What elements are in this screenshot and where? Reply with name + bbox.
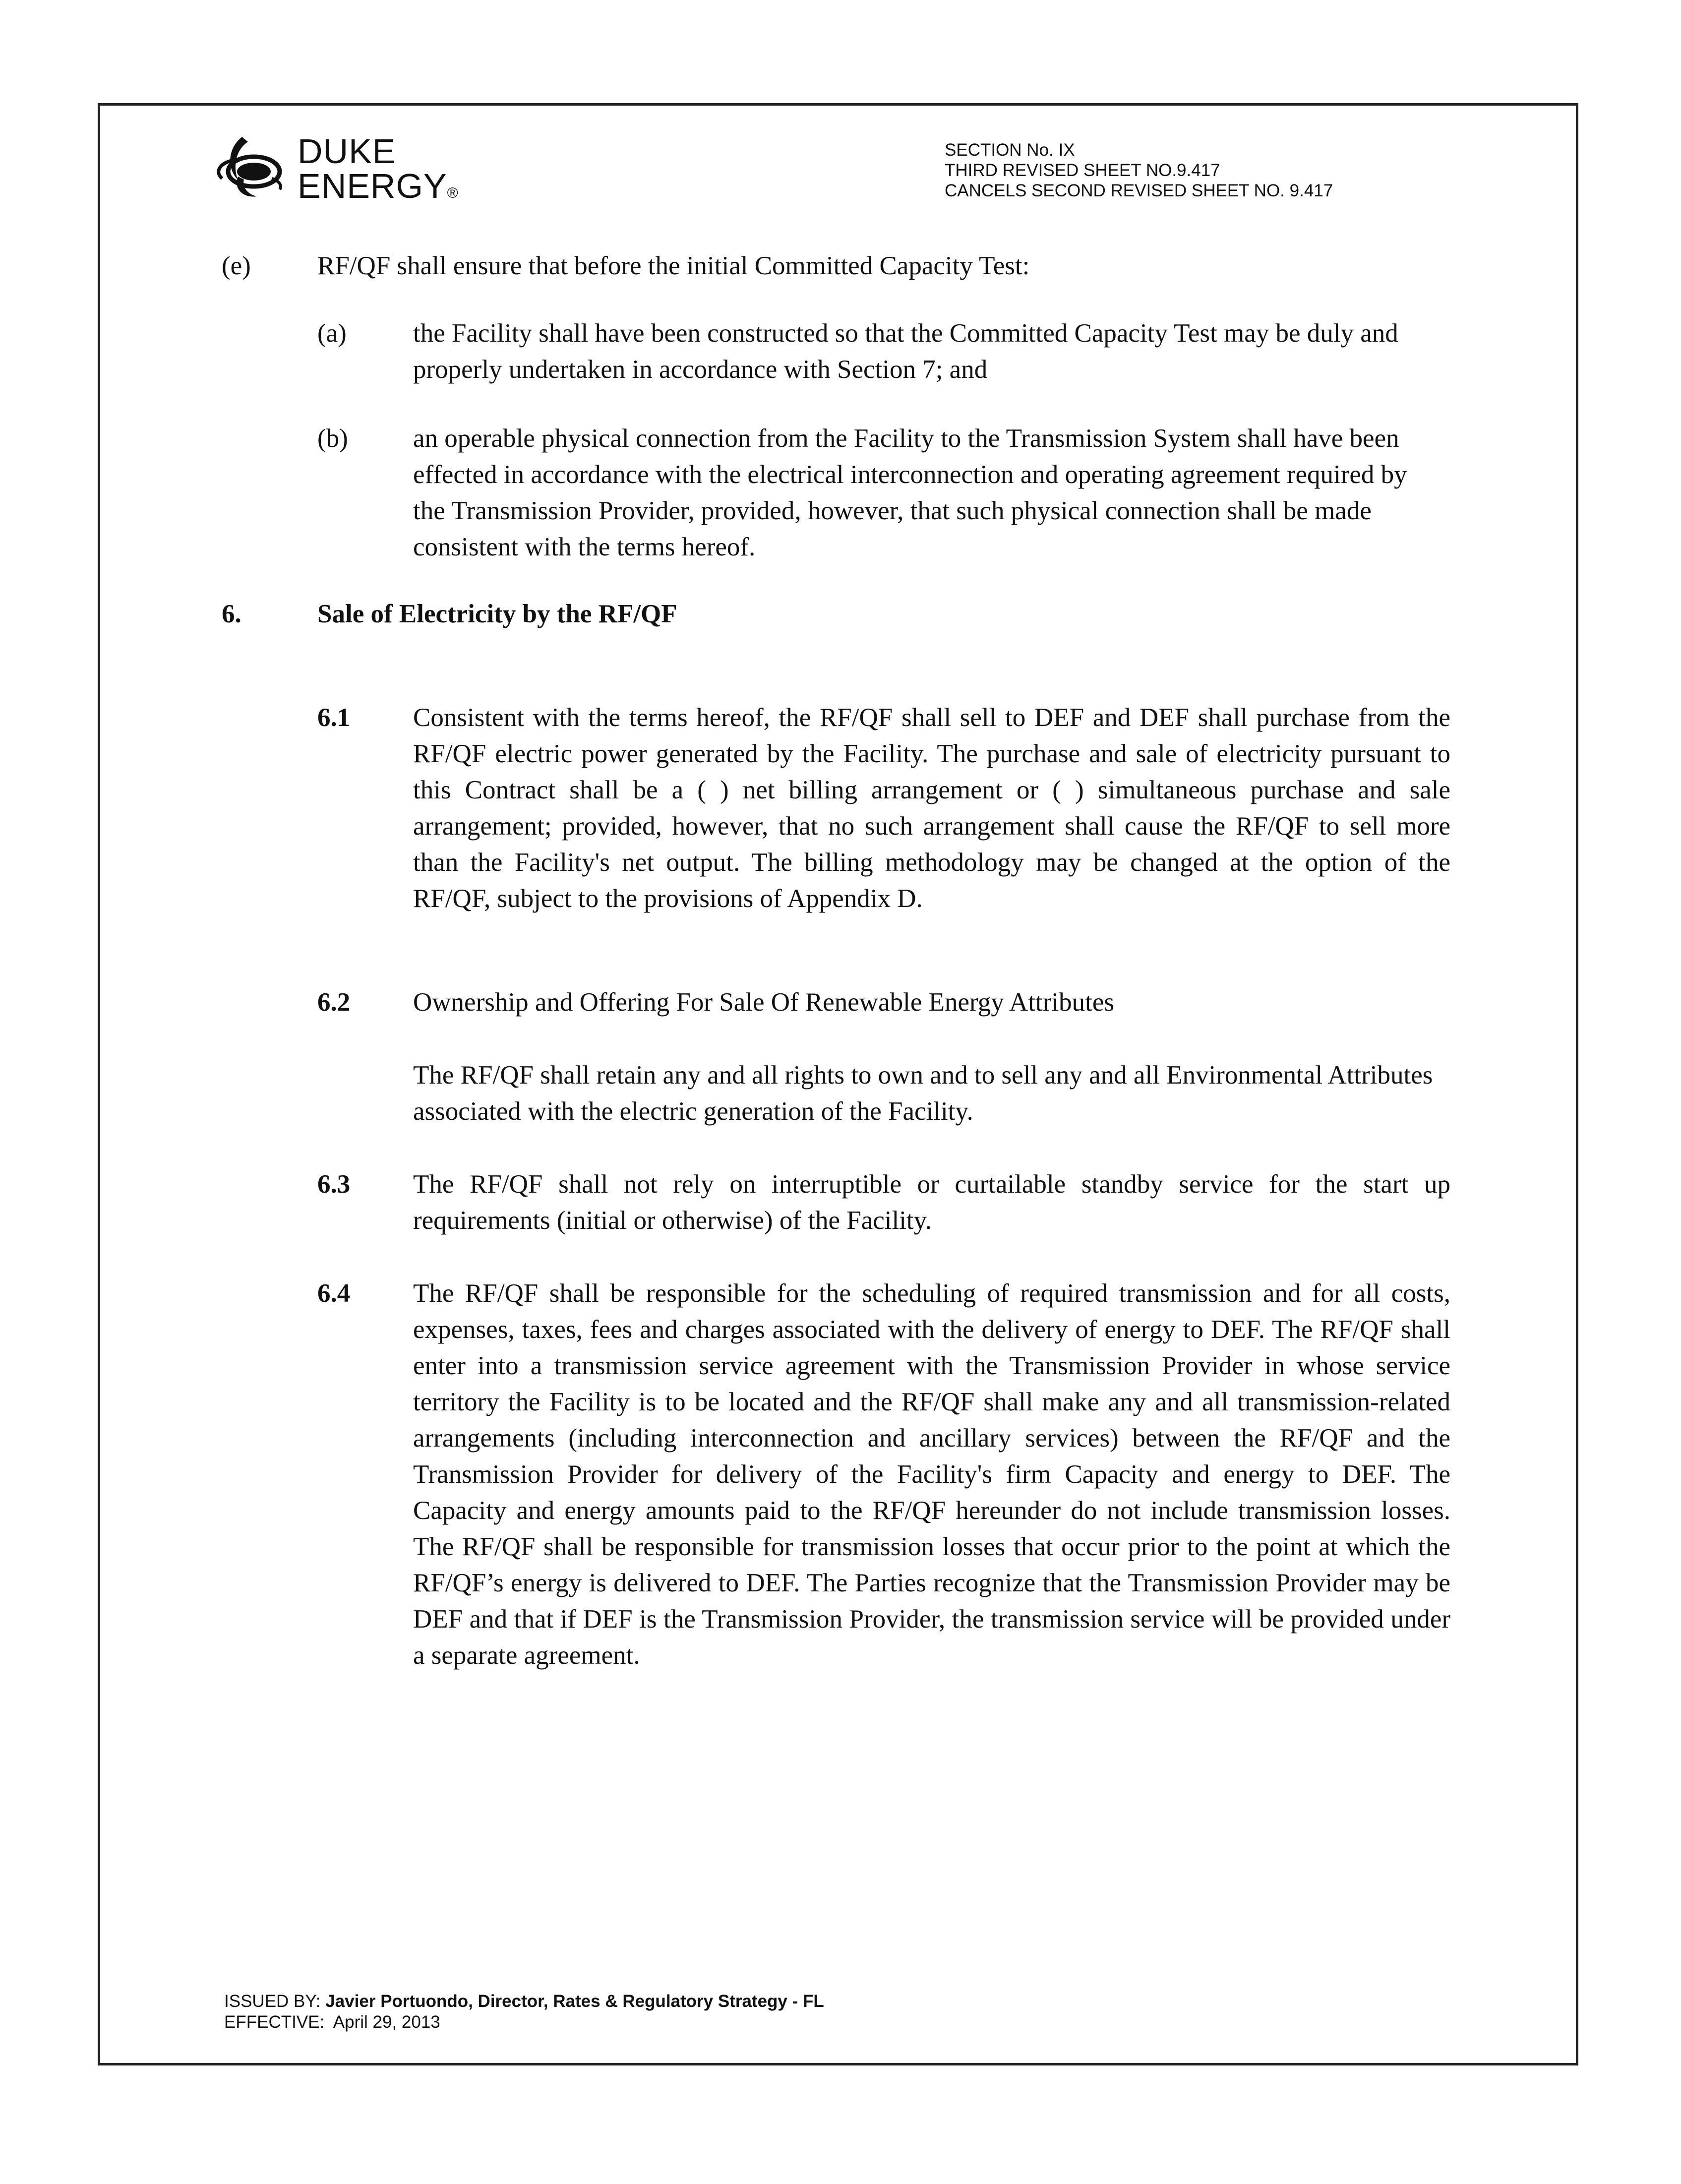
sheet-header bbox=[945, 140, 1333, 201]
effective-label: EFFECTIVE: bbox=[224, 2012, 325, 2032]
cancels-sheet: CANCELS SECOND REVISED SHEET NO. 9.417 bbox=[945, 181, 1333, 200]
clause-6-2-heading: Ownership and Offering For Sale Of Renewable Energy Attributes bbox=[413, 988, 1114, 1017]
effective-date: April 29, 2013 bbox=[333, 2012, 440, 2032]
clause-6-4-text: The RF/QF shall be responsible for the scheduling of required transmission and for all costs, expenses, taxes, fees and charges associated with the delivery of energy to DEF. The RF/QF shall enter into a transmission service agreement with the Transmission Provider in whose service territory the Facility is to be located and the RF/QF shall make any and all transmission-related arrangements (including interconnection and ancillary services) between the RF/QF and the Transmission Provider for delivery of the Facility's firm Capacity and energy to DEF. The Capacity and energy amounts paid to the RF/QF hereunder do not include transmission losses. The RF/QF shall be responsible for transmission losses that occur prior to the point at which the RF/QF’s energy is delivered to DEF. The Parties recognize that the Transmission Provider may be DEF and that if DEF is the Transmission Provider, the transmission service will be provided under a separate agreement. bbox=[413, 1279, 1450, 1670]
issued-by-value: Javier Portuondo, Director, Rates & Regulatory Strategy - FL bbox=[325, 1992, 824, 2011]
item-e-label: (e) bbox=[222, 251, 251, 280]
item-b-label: (b) bbox=[317, 424, 348, 453]
clause-6-2-text: The RF/QF shall retain any and all rights to own and to sell any and all Environmental Attributes associated with the electric generation of the Facility. bbox=[413, 1061, 1433, 1126]
item-e-text: RF/QF shall ensure that before the initial Committed Capacity Test: bbox=[317, 251, 1030, 280]
clause-6-1-number: 6.1 bbox=[317, 703, 351, 732]
section-6-number: 6. bbox=[222, 600, 241, 628]
clause-6-1-text: Consistent with the terms hereof, the RF/QF shall sell to DEF and DEF shall purchase from the RF/QF electric power generated by the Facility. The purchase and sale of electricity pursuant to this Contract shall be a ( ) net billing arrangement or ( ) simultaneous purchase and sale arrangement; provided, however, that no such arrangement shall cause the RF/QF to sell more than the Facility's net output. The billing methodology may be changed at the option of the RF/QF, subject to the provisions of Appendix D. bbox=[413, 703, 1450, 913]
clause-6-3-number: 6.3 bbox=[317, 1170, 351, 1199]
clause-6-4-number: 6.4 bbox=[317, 1279, 351, 1308]
item-a-label: (a) bbox=[317, 319, 347, 348]
item-a-text: the Facility shall have been constructed so that the Committed Capacity Test may be duly and properly undertaken in accordance with Section 7; and bbox=[413, 319, 1398, 384]
logo-word-duke: DUKE bbox=[298, 132, 396, 171]
duke-energy-logo bbox=[213, 133, 491, 212]
logo-word-energy: ENERGY bbox=[298, 167, 447, 205]
issued-by-label: ISSUED BY: bbox=[224, 1992, 321, 2011]
clause-6-3-text: The RF/QF shall not rely on interruptible or curtailable standby service for the start up requirements (initial or otherwise) of the Facility. bbox=[413, 1170, 1450, 1235]
sheet-number: THIRD REVISED SHEET NO.9.417 bbox=[945, 161, 1220, 180]
item-b-text: an operable physical connection from the Facility to the Transmission System shall have been effected in accordance with the electrical interconnection and operating agreement required by the Transmission Provider, provided, however, that such physical connection shall be made consistent with the terms hereof. bbox=[413, 424, 1407, 561]
registered-mark: ® bbox=[447, 185, 459, 201]
section-number: SECTION No. IX bbox=[945, 140, 1075, 160]
clause-6-2-number: 6.2 bbox=[317, 988, 351, 1017]
footer bbox=[224, 1991, 824, 2033]
section-6-title: Sale of Electricity by the RF/QF bbox=[317, 600, 677, 628]
duke-energy-globe-icon bbox=[213, 133, 288, 207]
